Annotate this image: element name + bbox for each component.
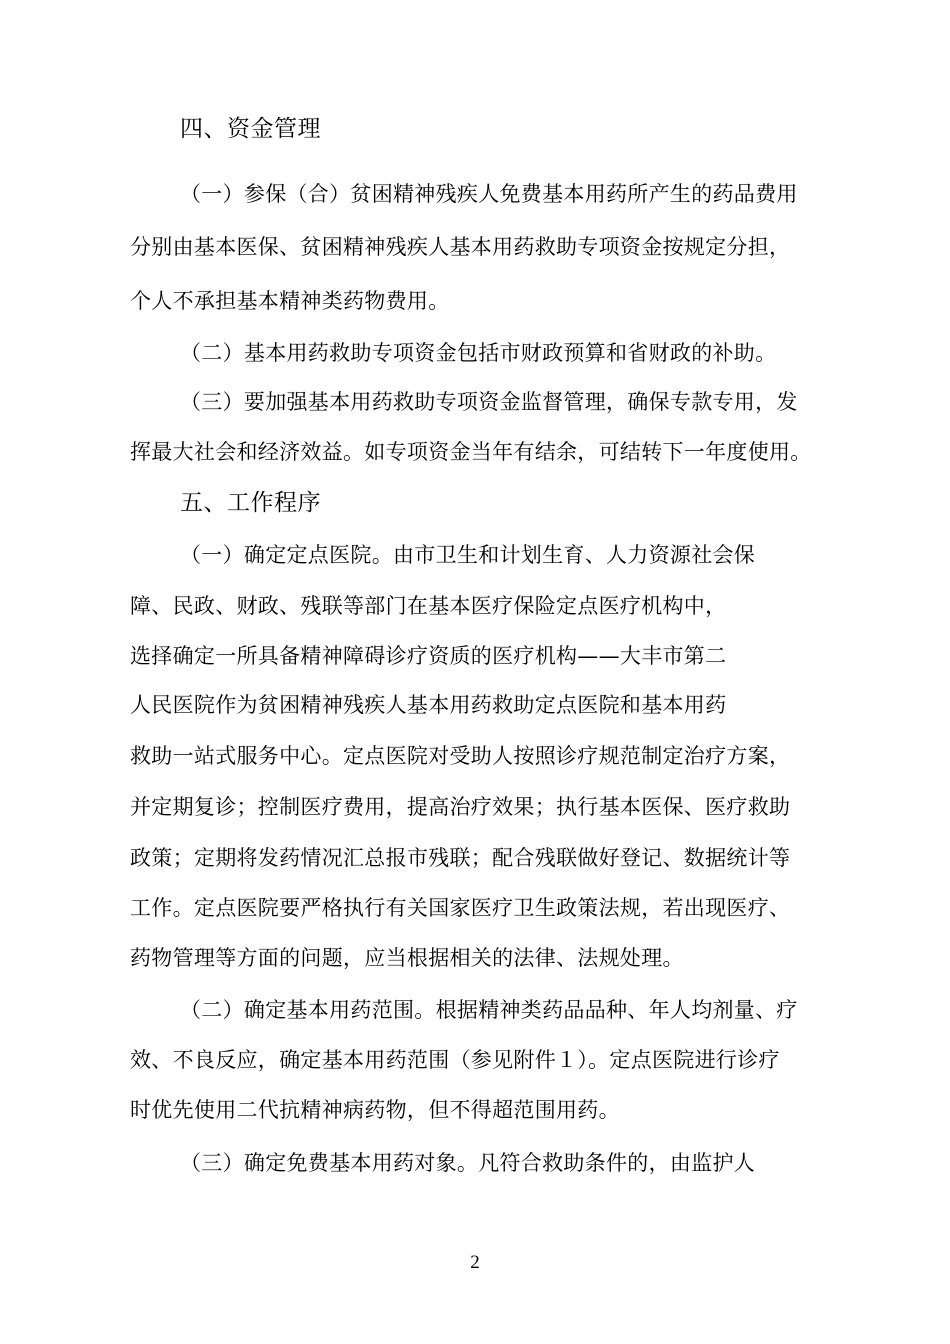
paragraph-line: （二）基本用药救助专项资金包括市财政预算和省财政的补助。 <box>180 341 777 365</box>
paragraph-line: 工作。定点医院要严格执行有关国家医疗卫生政策法规，若出现医疗、 <box>130 896 791 920</box>
paragraph-line: （三）确定免费基本用药对象。凡符合救助条件的，由监护人 <box>180 1151 756 1175</box>
paragraph-line: 时优先使用二代抗精神病药物，但不得超范围用药。 <box>130 1098 620 1122</box>
paragraph-line: 效、不良反应，确定基本用药范围（参见附件１）。定点医院进行诊疗 <box>130 1048 780 1072</box>
paragraph-line: 药物管理等方面的问题，应当根据相关的法律、法规处理。 <box>130 946 684 970</box>
paragraph-line: 并定期复诊；控制医疗费用，提高治疗效果；执行基本医保、医疗救助 <box>130 795 791 819</box>
paragraph-line: 挥最大社会和经济效益。如专项资金当年有结余，可结转下一年度使用。 <box>130 440 812 464</box>
paragraph-line: 障、民政、财政、残联等部门在基本医疗保险定点医疗机构中， <box>130 594 727 618</box>
paragraph-line: 政策；定期将发药情况汇总报市残联；配合残联做好登记、数据统计等 <box>130 846 791 870</box>
paragraph-line: （一）参保（合）贫困精神残疾人免费基本用药所产生的药品费用 <box>180 182 798 206</box>
paragraph-line: 人民医院作为贫困精神残疾人基本用药救助定点医院和基本用药 <box>130 693 727 717</box>
section-heading-fund-management: 四、资金管理 <box>180 116 321 142</box>
paragraph-line: （一）确定定点医院。由市卫生和计划生育、人力资源社会保 <box>180 543 756 567</box>
paragraph-line: （三）要加强基本用药救助专项资金监督管理，确保专款专用，发 <box>180 390 798 414</box>
paragraph-line: 选择确定一所具备精神障碍诊疗资质的医疗机构——大丰市第二 <box>130 644 727 668</box>
paragraph-line: 个人不承担基本精神类药物费用。 <box>130 289 450 313</box>
paragraph-line: 救助一站式服务中心。定点医院对受助人按照诊疗规范制定治疗方案， <box>130 744 791 768</box>
paragraph-line: 分别由基本医保、贫困精神残疾人基本用药救助专项资金按规定分担， <box>130 235 791 259</box>
page-number: 2 <box>470 1252 480 1273</box>
paragraph-line: （二）确定基本用药范围。根据精神类药品品种、年人均剂量、疗 <box>180 998 798 1022</box>
section-heading-work-procedure: 五、工作程序 <box>180 490 321 516</box>
